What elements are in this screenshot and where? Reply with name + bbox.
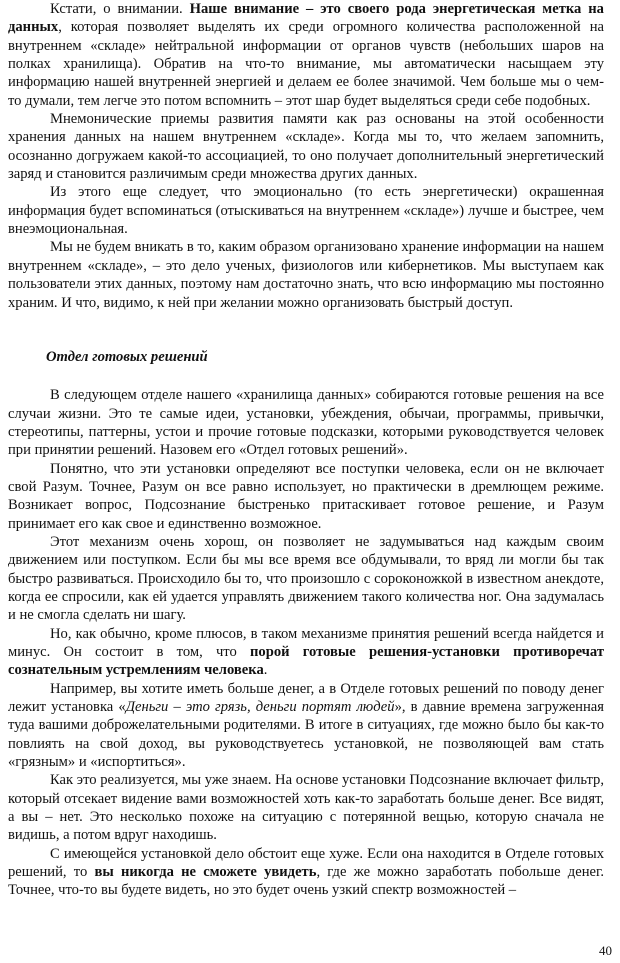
paragraph (0, 110, 604, 183)
text-run: Например, вы хотите иметь больше денег, а в Отделе готовых решений по поводу денег лежит установка « (8, 680, 604, 716)
text-run: Как это реализуется, мы уже знаем. На основе установки Подсознание включает фильтр, который отсекает видение вами возможностей хоть как-то заработать больше денег. Все видят, а вы – нет. Это несколько похоже на ситуацию с потерянной вещью, которую сначала не видишь, а потом вдруг находишь. (8, 772, 604, 844)
text-run: , которая позволяет выделять их среди огромного количества расположенной на внутреннем «складе» нейтральной информации от органов чувств (небольших шаров на полках хранилища). Обратив на что-то внимание, мы автоматически насыщаем эту информацию нашей внутренней энергией и делаем ее более значимой. Чем больше мы о чем-то думали, тем легче это потом вспомнить – этот шар будет выделяться среди себе подобных. (8, 19, 604, 109)
text-run: . (263, 662, 268, 679)
text-run: Понятно, что эти установки определяют все поступки человека, если он не включает свой Разум. Точнее, Разум он все равно использует, но практически в дремлющем режиме. Возникает вопрос, Подсознание быстренько притаскивает готовое решение, и Разум принимает его как свое и единственно возможное. (8, 460, 604, 532)
paragraph (0, 460, 604, 533)
text-run: Мнемонические приемы развития памяти как раз основаны на этой особенности хранения данных на нашем внутреннем «складе». Когда мы то, что желаем запомнить, осознанно догружаем какой-то ассоциацией, то оно получает дополнительный энергетический заряд и становится различимым среди множества других данных. (8, 111, 604, 183)
paragraph (0, 771, 604, 844)
text-run: Кстати, о внимании. (50, 1, 190, 17)
heading-spacer (0, 366, 604, 386)
paragraph (0, 625, 604, 680)
paragraph (0, 680, 604, 772)
italic-text-run: Деньги – это грязь, деньги портят людей (125, 699, 395, 716)
bold-text-run: порой готовые решения-установки противоречат сознательным устремлениям человека (8, 644, 605, 679)
bold-text-run: вы никогда не сможете увидеть (94, 864, 317, 881)
bold-text-run: Наше внимание – это своего рода энергетическая метка на данных (8, 1, 604, 36)
paragraph (0, 533, 604, 625)
text-run: Этот механизм очень хорош, он позволяет не задумываться над каждым своим движением или поступком. Если бы мы все время все обдумывали, то вряд ли могли бы так быстро развиваться. Происходило бы то, что произошло с сороконожкой в известном анекдоте, когда ее спросили, как ей удается управлять движением такого количества ног. Она задумалась и не смогла сделать ни шагу. (8, 533, 604, 624)
paragraph (0, 386, 604, 459)
intro-paragraphs (0, 0, 604, 312)
text-run: , где же можно заработать побольше денег. Точнее, что-то вы будете видеть, но это будет очень узкий спектр возможностей – (8, 864, 604, 899)
paragraph (0, 845, 604, 900)
section-spacer (0, 312, 604, 348)
text-run: В следующем отделе нашего «хранилища данных» собираются готовые решения на все случаи жизни. Это те самые идеи, установки, убеждения, обычаи, программы, привычки, стереотипы, паттерны, устои и прочие готовые подсказки, которыми руководствуется человек при принятии решений. Назовем его «Отдел готовых решений». (8, 387, 604, 459)
text-run: Мы не будем вникать в то, каким образом организовано хранение информации на нашем внутреннем «складе», – это дело ученых, физиологов или кибернетиков. Мы выступаем как пользователи этих данных, поэтому нам достаточно знать, что всю информацию мы постоянно храним. И что, видимо, к ней при желании можно организовать быстрый доступ. (8, 239, 604, 311)
section-heading: Отдел готовых решений (46, 348, 208, 365)
text-run: Но, как обычно, кроме плюсов, в таком механизме принятия решений всегда найдется и минус. Он состоит в том, что (8, 625, 604, 660)
section-paragraphs (0, 386, 604, 900)
text-run: », в давние времена загруженная туда вашими доброжелательными родителями. В итоге в ситуациях, где можно было бы как-то повлиять на свой доход, вы руководствуетесь установкой, не позволяющей вам стать «грязным» и «испортиться». (8, 699, 604, 771)
text-run: Из этого еще следует, что эмоционально (то есть энергетически) окрашенная информация будет вспоминаться (отыскиваться на внутреннем «складе») лучше и быстрее, чем внеэмоциональная. (8, 184, 604, 238)
paragraph (0, 238, 604, 311)
paragraph (0, 183, 604, 238)
page-number: 40 (599, 943, 612, 958)
paragraph (0, 0, 604, 110)
text-run: С имеющейся установкой дело обстоит еще хуже. Если она находится в Отделе готовых решений, то (8, 845, 604, 881)
